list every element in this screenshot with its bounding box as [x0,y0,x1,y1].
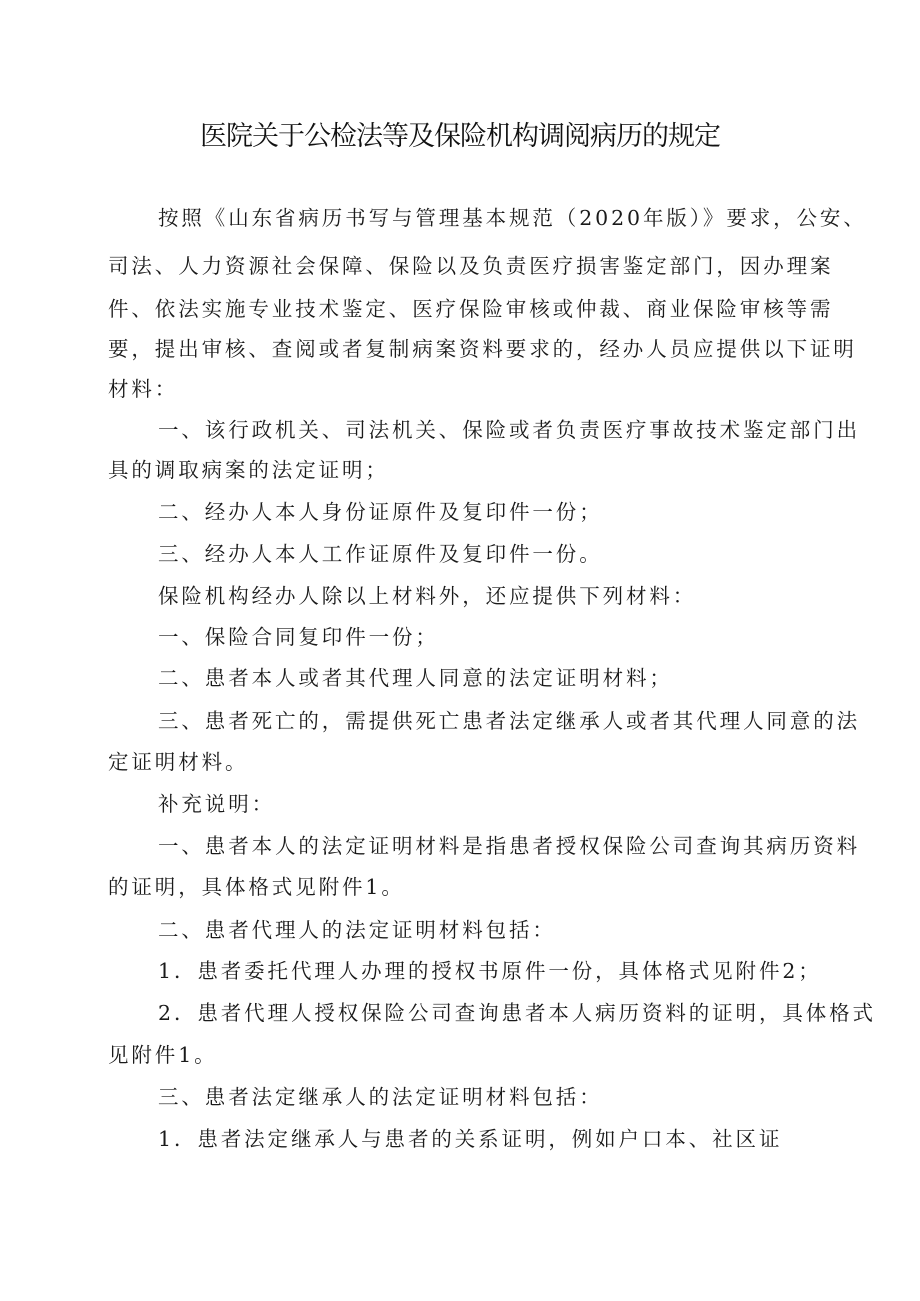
paragraph-line: 保险机构经办人除以上材料外，还应提供下列材料： [158,584,697,608]
paragraph-line: 三、患者法定继承人的法定证明材料包括： [158,1085,603,1109]
paragraph-line: 一、患者本人的法定证明材料是指患者授权保险公司查询其病历资料 [158,834,860,858]
paragraph-line: 三、经办人本人工作证原件及复印件一份。 [158,542,603,566]
paragraph-line: 按照《山东省病历书写与管理基本规范（2020年版）》要求，公安、 [158,206,867,230]
paragraph-line: 2．患者代理人授权保险公司查询患者本人病历资料的证明，具体格式 [158,1001,876,1025]
paragraph-line: 一、该行政机关、司法机关、保险或者负责医疗事故技术鉴定部门出 [158,418,860,442]
paragraph-line: 补充说明： [158,792,275,816]
paragraph-line: 1．患者法定继承人与患者的关系证明，例如户口本、社区证 [158,1127,783,1151]
paragraph-line: 二、经办人本人身份证原件及复印件一份； [158,500,603,524]
paragraph-line: 三、患者死亡的，需提供死亡患者法定继承人或者其代理人同意的法 [158,709,860,733]
paragraph-line: 二、患者本人或者其代理人同意的法定证明材料； [158,666,673,690]
paragraph-line: 要，提出审核、查阅或者复制病案资料要求的，经办人员应提供以下证明 [108,337,857,361]
paragraph-line: 定证明材料。 [108,750,249,774]
paragraph-line: 二、患者代理人的法定证明材料包括： [158,918,556,942]
paragraph-line: 见附件1。 [108,1043,218,1067]
paragraph-line: 一、保险合同复印件一份； [158,625,439,649]
paragraph-line: 的证明，具体格式见附件1。 [108,875,405,899]
paragraph-line: 1．患者委托代理人办理的授权书原件一份，具体格式见附件2； [158,959,822,983]
paragraph-line: 具的调取病案的法定证明； [108,458,389,482]
paragraph-line: 材料： [108,377,179,401]
paragraph-line: 件、依法实施专业技术鉴定、医疗保险审核或仲裁、商业保险审核等需 [108,297,834,321]
paragraph-line: 司法、人力资源社会保障、保险以及负责医疗损害鉴定部门，因办理案 [108,254,834,278]
document-title: 医院关于公检法等及保险机构调阅病历的规定 [200,121,720,152]
